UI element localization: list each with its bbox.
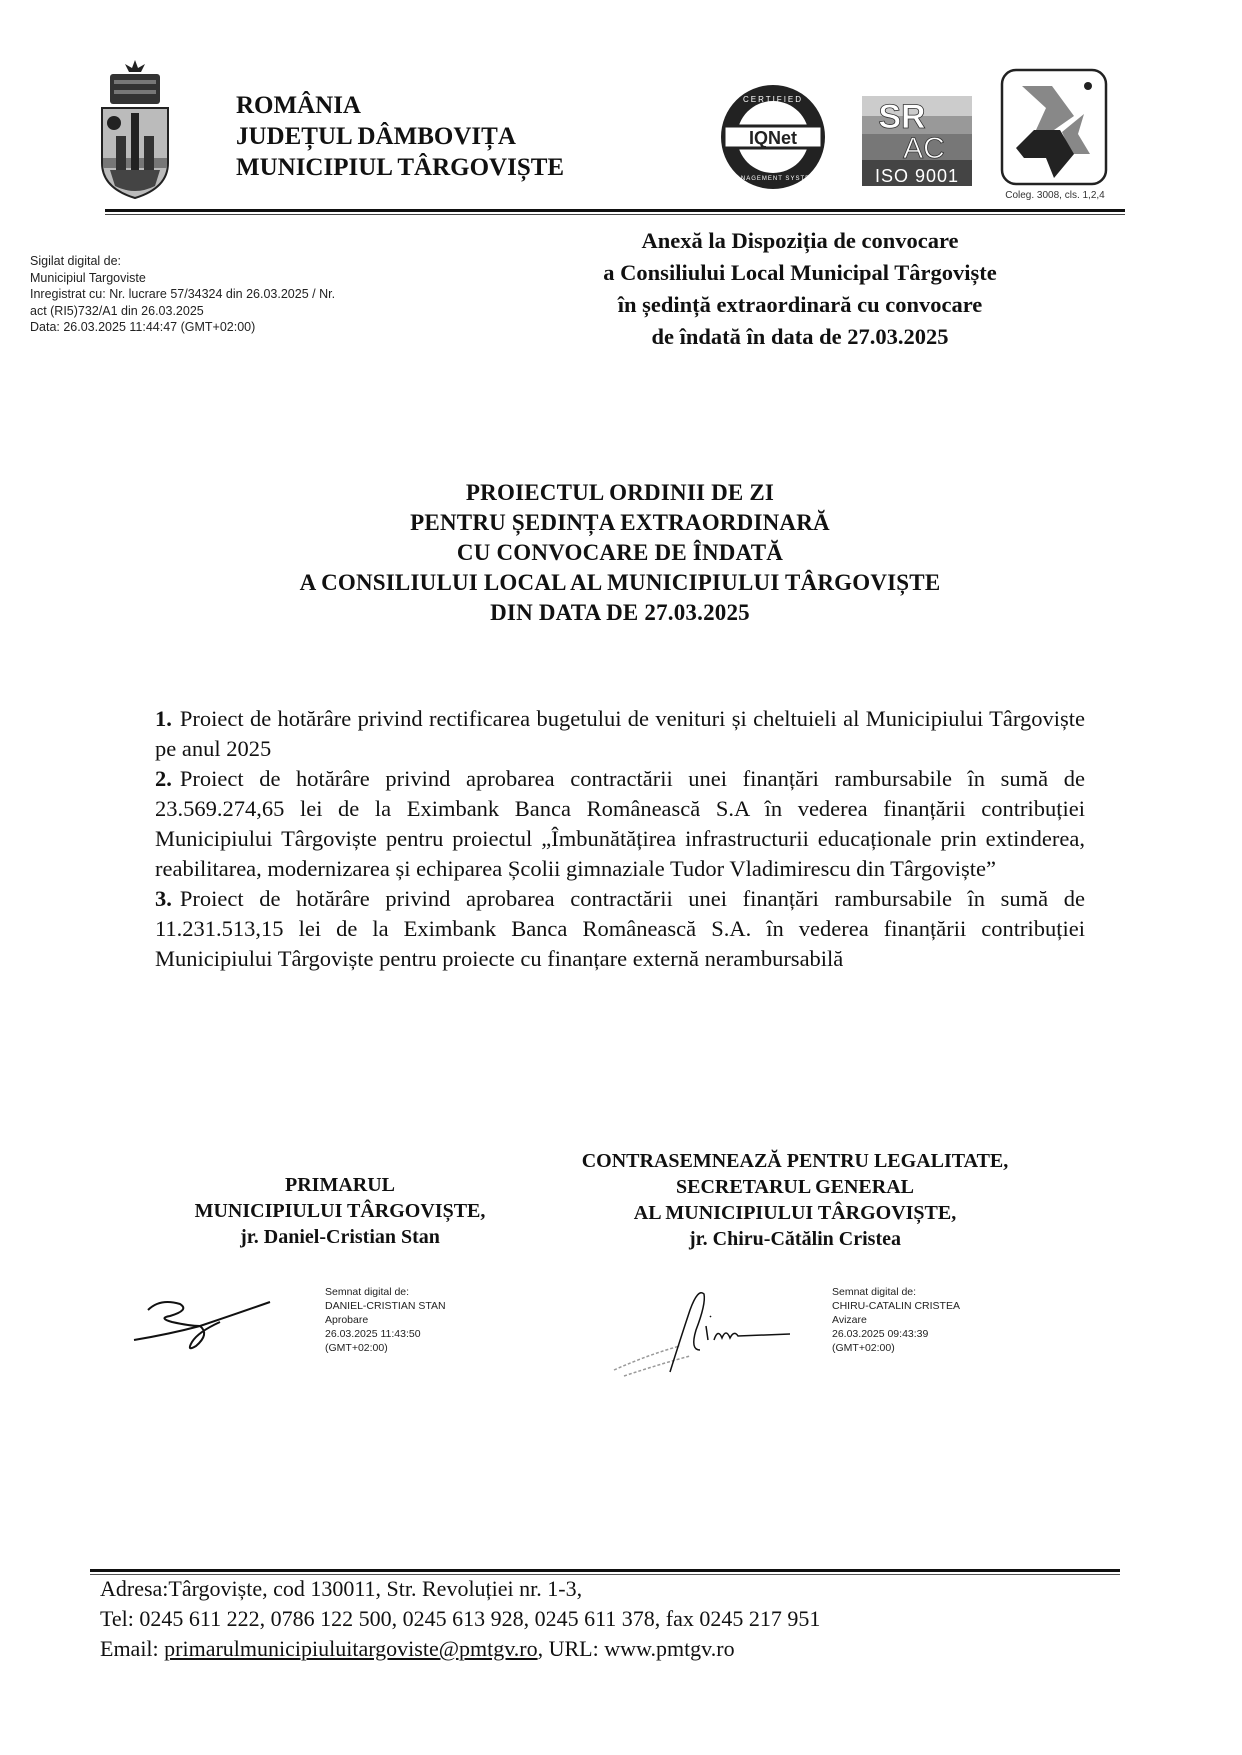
stamp-line: Semnat digital de: <box>832 1286 917 1298</box>
email-link[interactable]: primarulmunicipiuluitargoviste@pmtgv.ro <box>164 1636 538 1661</box>
stamp-line: Aprobare <box>325 1314 369 1326</box>
title-line: A CONSILIULUI LOCAL AL MUNICIPIULUI TÂRGOVIȘTE <box>299 570 941 595</box>
stamp-line: 26.03.2025 09:43:39 <box>832 1328 929 1340</box>
stamp-line: (GMT+02:00) <box>832 1342 895 1354</box>
mayor-signature-block <box>160 1172 520 1250</box>
agenda-item-text: Proiect de hotărâre privind aprobarea contractării unei finanțări rambursabile în sumă de 23.569.274,65 lei de la Eximbank Banca Românească S.A în vederea finanțării contribuției Municipiului Târgoviște pentru proiectul „Îmbunătățirea infrastructurii educaționale prin extinderea, reabilitarea, modernizarea și echiparea Școlii gimnaziale Tudor Vladimirescu din Târgoviște” <box>155 766 1085 881</box>
agenda-item-number: 3. <box>155 886 172 911</box>
agenda-item-number: 1. <box>155 706 172 731</box>
agenda-item-text: Proiect de hotărâre privind rectificarea bugetului de venituri și cheltuieli al Municipiului Târgoviște pe anul 2025 <box>155 706 1085 761</box>
mayor-handwritten-signature <box>130 1290 275 1360</box>
svg-text:ISO 9001: ISO 9001 <box>874 166 960 186</box>
mayor-title-line2: MUNICIPIULUI TÂRGOVIȘTE, <box>194 1200 486 1222</box>
svg-text:SR: SR <box>878 98 926 136</box>
iqnet-certification-logo <box>718 82 828 192</box>
url-link[interactable]: www.pmtgv.ro <box>604 1636 735 1661</box>
colleg-caption: Coleg. 3008, cls. 1,2,4 <box>1005 190 1105 201</box>
stamp-line: Semnat digital de: <box>325 1286 410 1298</box>
seal-line: act (RI5)732/A1 din 26.03.2025 <box>30 303 204 318</box>
mayor-digital-signature-stamp <box>325 1285 446 1355</box>
digital-seal-info <box>30 253 335 336</box>
title-line: CU CONVOCARE DE ÎNDATĂ <box>456 540 784 565</box>
header-county: JUDEȚUL DÂMBOVIȚA <box>236 123 516 150</box>
stamp-line: CHIRU-CATALIN CRISTEA <box>832 1300 960 1312</box>
footer-contact <box>100 1574 820 1664</box>
title-line: PROIECTUL ORDINII DE ZI <box>465 480 775 505</box>
colleg-membership-logo <box>1000 68 1108 186</box>
secretary-countersign: CONTRASEMNEAZĂ PENTRU LEGALITATE, <box>581 1150 1009 1172</box>
annex-line: de îndată în data de 27.03.2025 <box>651 324 949 349</box>
agenda-item-2 <box>155 764 1085 884</box>
header-titles <box>236 90 564 183</box>
agenda-item-1 <box>155 704 1085 764</box>
agenda-item-3 <box>155 884 1085 974</box>
coat-of-arms-logo <box>100 58 170 200</box>
secretary-signature-block <box>530 1148 1060 1252</box>
header-municipality: MUNICIPIUL TÂRGOVIȘTE <box>236 154 565 181</box>
footer-email-line <box>100 1634 820 1664</box>
secretary-title: SECRETARUL GENERAL <box>675 1176 915 1198</box>
stamp-line: 26.03.2025 11:43:50 <box>325 1328 421 1340</box>
annex-line: în ședință extraordinară cu convocare <box>617 292 983 317</box>
svg-text:CERTIFIED: CERTIFIED <box>742 95 804 104</box>
stamp-line: Avizare <box>832 1314 867 1326</box>
header-divider <box>105 209 1125 212</box>
mayor-title: PRIMARUL <box>285 1174 395 1196</box>
footer-divider <box>90 1569 1120 1572</box>
footer-phones: Tel: 0245 611 222, 0786 122 500, 0245 613 928, 0245 611 378, fax 0245 217 951 <box>100 1606 821 1631</box>
svg-text:AC: AC <box>903 132 945 165</box>
stamp-line: DANIEL-CRISTIAN STAN <box>325 1300 446 1312</box>
title-line: PENTRU ȘEDINȚA EXTRAORDINARĂ <box>410 510 830 535</box>
seal-line: Data: 26.03.2025 11:44:47 (GMT+02:00) <box>30 320 256 334</box>
header-country: ROMÂNIA <box>236 92 361 119</box>
seal-line: Sigilat digital de: <box>30 254 122 268</box>
title-line: DIN DATA DE 27.03.2025 <box>490 600 750 625</box>
stamp-line: (GMT+02:00) <box>325 1342 388 1354</box>
srac-iso9001-logo <box>862 88 972 188</box>
footer-address: Adresa:Târgoviște, cod 130011, Str. Revoluției nr. 1-3, <box>100 1576 583 1601</box>
agenda-list <box>155 704 1085 974</box>
agenda-item-number: 2. <box>155 766 172 791</box>
annex-heading <box>550 225 1050 353</box>
secretary-digital-signature-stamp <box>832 1285 960 1355</box>
secretary-name: jr. Chiru-Cătălin Cristea <box>688 1228 902 1250</box>
annex-line: Anexă la Dispoziția de convocare <box>641 228 959 253</box>
email-label: Email: <box>100 1636 165 1661</box>
seal-line: Municipiul Targoviste <box>30 270 146 285</box>
secretary-handwritten-signature <box>610 1280 800 1380</box>
seal-line: Inregistrat cu: Nr. lucrare 57/34324 din 26.03.2025 / Nr. <box>30 287 336 301</box>
annex-line: a Consiliului Local Municipal Târgoviște <box>603 260 997 285</box>
url-label: , URL: <box>537 1636 605 1661</box>
svg-text:MANAGEMENT SYSTEM: MANAGEMENT SYSTEM <box>729 176 817 182</box>
svg-text:IQNet: IQNet <box>748 128 798 148</box>
secretary-title-line3: AL MUNICIPIULUI TÂRGOVIȘTE, <box>633 1202 957 1224</box>
header-divider-thin <box>105 214 1125 215</box>
document-title <box>200 478 1040 628</box>
agenda-item-text: Proiect de hotărâre privind aprobarea contractării unei finanțări rambursabile în sumă de 11.231.513,15 lei de la Eximbank Banca Românească S.A. în vederea finanțării contribuției Municipiului Târgoviște pentru proiecte cu finanțare externă nerambursabilă <box>155 886 1085 971</box>
mayor-name: jr. Daniel-Cristian Stan <box>240 1226 440 1248</box>
